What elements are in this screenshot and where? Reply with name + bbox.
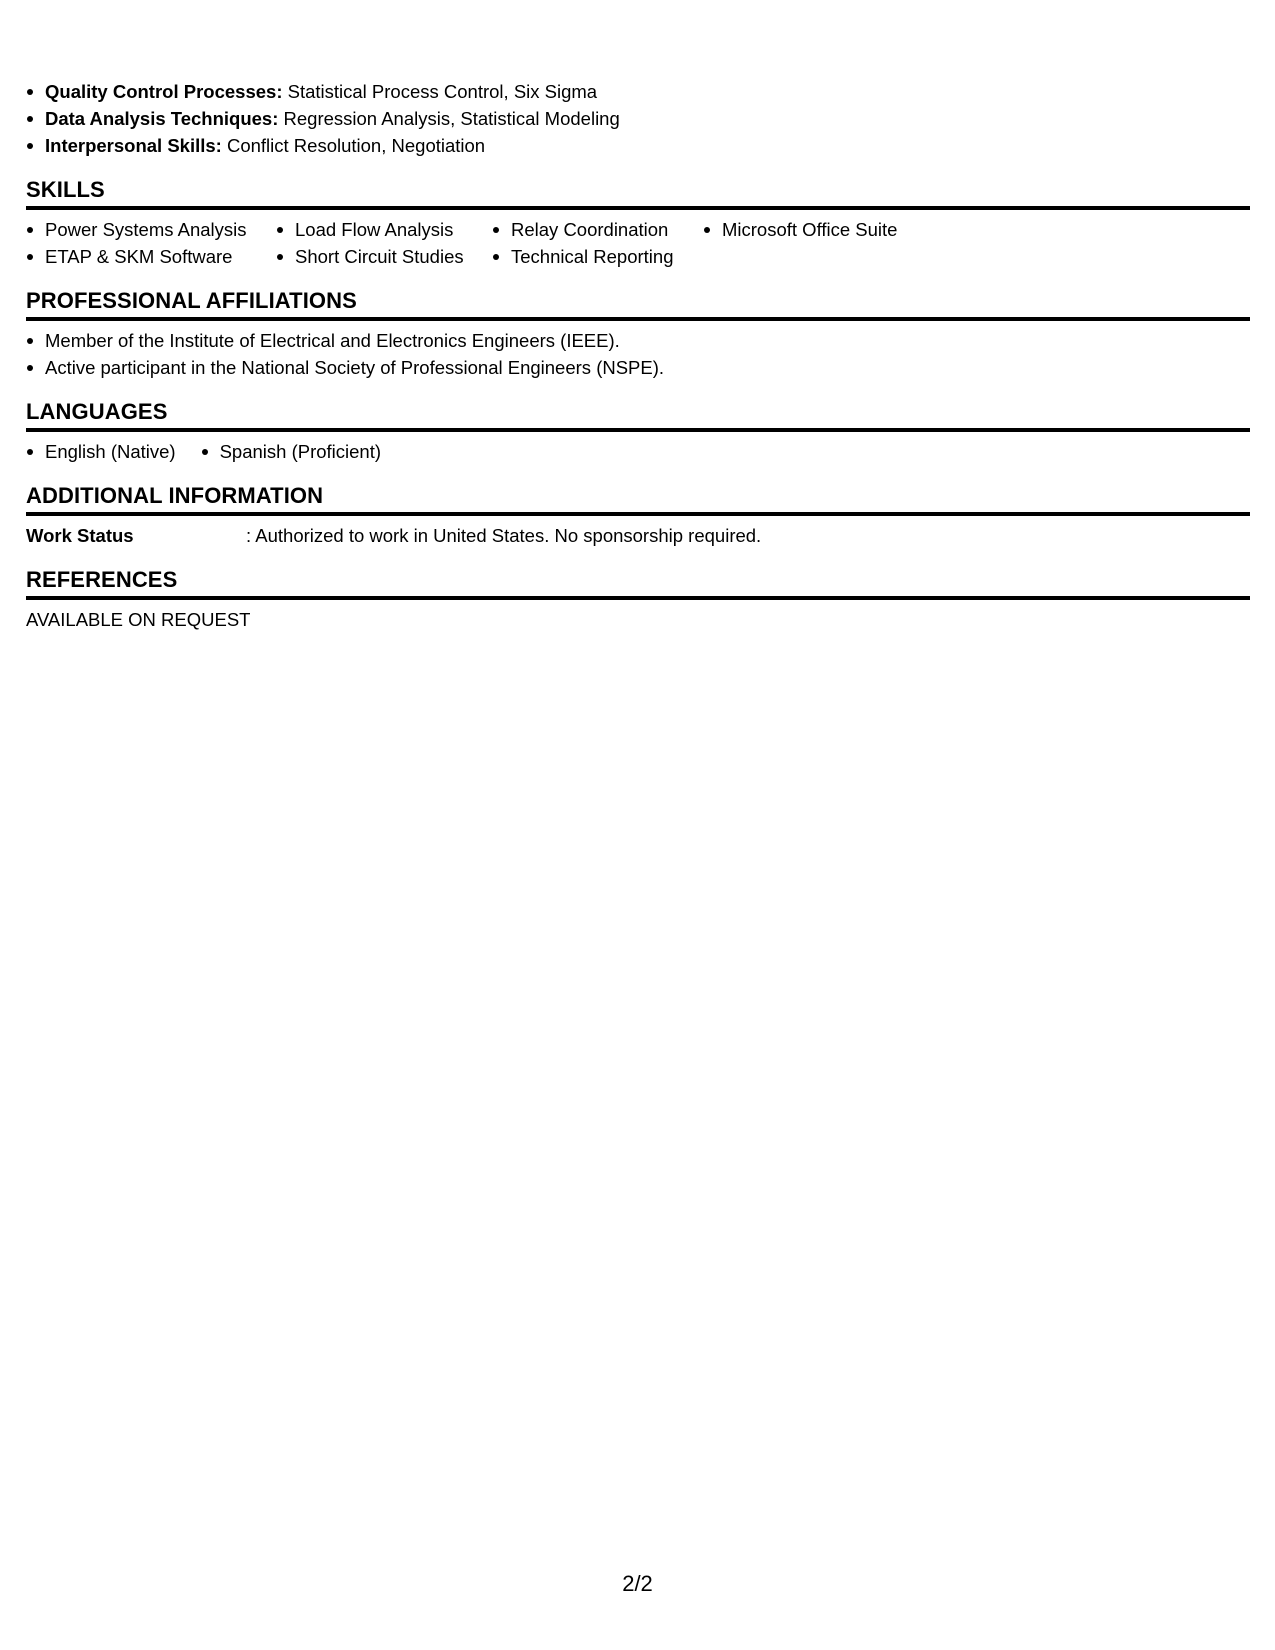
skill-item: Power Systems Analysis bbox=[26, 216, 276, 243]
skill-item: Short Circuit Studies bbox=[276, 243, 492, 270]
section-title: PROFESSIONAL AFFILIATIONS bbox=[26, 288, 1250, 321]
references-section bbox=[26, 567, 1250, 633]
section-title: REFERENCES bbox=[26, 567, 1250, 600]
list-item bbox=[26, 132, 1250, 159]
skill-item: Technical Reporting bbox=[492, 243, 703, 270]
list-item bbox=[26, 105, 1250, 132]
competencies-list bbox=[26, 78, 1250, 159]
affiliations-list bbox=[26, 327, 1250, 381]
skill-item: Microsoft Office Suite bbox=[703, 216, 953, 243]
section-title: LANGUAGES bbox=[26, 399, 1250, 432]
skill-item: Relay Coordination bbox=[492, 216, 703, 243]
work-status-row bbox=[26, 522, 1250, 549]
section-title: SKILLS bbox=[26, 177, 1250, 210]
additional-info-section bbox=[26, 483, 1250, 549]
skill-item: ETAP & SKM Software bbox=[26, 243, 276, 270]
list-item: Member of the Institute of Electrical and Electronics Engineers (IEEE). bbox=[26, 327, 1250, 354]
affiliations-section bbox=[26, 288, 1250, 381]
skills-grid bbox=[26, 216, 1250, 270]
languages-list bbox=[26, 438, 1250, 465]
item-label: Data Analysis Techniques: bbox=[45, 108, 279, 129]
skill-item: Load Flow Analysis bbox=[276, 216, 492, 243]
references-text: AVAILABLE ON REQUEST bbox=[26, 609, 251, 630]
section-title: ADDITIONAL INFORMATION bbox=[26, 483, 1250, 516]
item-label: Interpersonal Skills: bbox=[45, 135, 222, 156]
list-item bbox=[26, 78, 1250, 105]
page-number: 2/2 bbox=[622, 1571, 653, 1596]
item-text: Regression Analysis, Statistical Modeling bbox=[278, 108, 620, 129]
item-text: Conflict Resolution, Negotiation bbox=[221, 135, 486, 156]
languages-section bbox=[26, 399, 1250, 465]
resume-page bbox=[26, 78, 1250, 633]
list-item: Active participant in the National Society of Professional Engineers (NSPE). bbox=[26, 354, 1250, 381]
work-status-value: : Authorized to work in United States. No sponsorship required. bbox=[246, 525, 762, 546]
language-item: Spanish (Proficient) bbox=[201, 438, 381, 465]
skills-section bbox=[26, 177, 1250, 270]
item-label: Quality Control Processes: bbox=[45, 81, 283, 102]
item-text: Statistical Process Control, Six Sigma bbox=[282, 81, 598, 102]
work-status-label: Work Status bbox=[26, 525, 134, 546]
language-item: English (Native) bbox=[26, 438, 176, 465]
